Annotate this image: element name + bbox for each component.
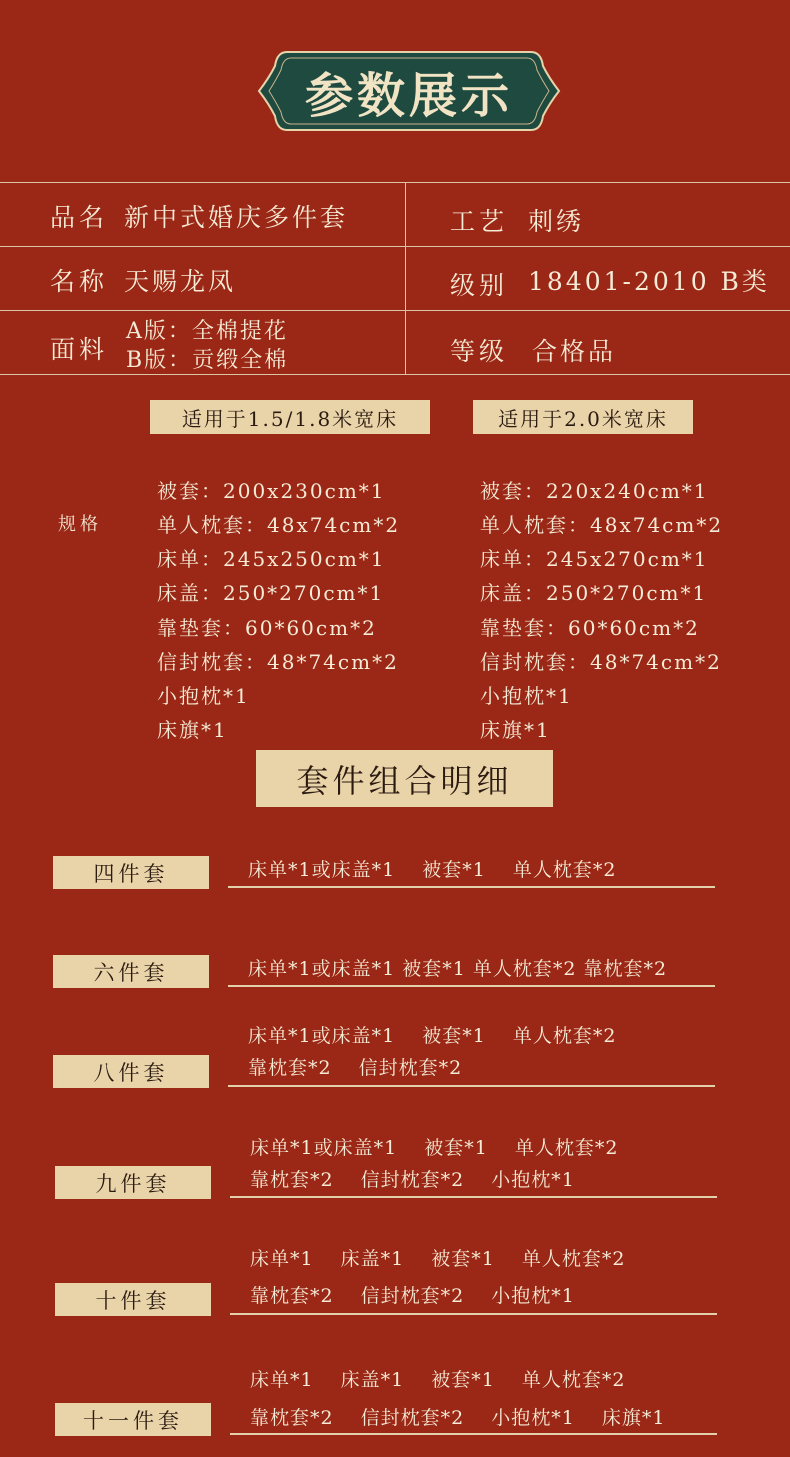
set-contents: 靠枕套*2 信封枕套*2 (248, 1057, 463, 1079)
spec-item-b: 被套：220x240cm*1 (480, 479, 709, 503)
spec-item-a: 单人枕套：48x74cm*2 (157, 513, 401, 537)
spec-item-b: 床旗*1 (480, 718, 551, 742)
table-divider (0, 246, 790, 247)
table-column-divider (405, 182, 406, 374)
spec-item-a: 信封枕套：48*74cm*2 (157, 650, 399, 674)
set-underline (230, 1433, 717, 1435)
level-label: 等级 (450, 337, 509, 366)
name-label: 名称 (50, 267, 109, 296)
spec-label: 规格 (58, 514, 102, 535)
fabric-b-value: B版：贡缎全棉 (126, 348, 289, 373)
set-contents: 床单*1或床盖*1 被套*1 单人枕套*2 靠枕套*2 (248, 958, 668, 980)
spec-item-a: 床旗*1 (157, 718, 228, 742)
set-tag: 九件套 (55, 1166, 211, 1199)
craft-label: 工艺 (450, 207, 509, 236)
set-contents: 靠枕套*2 信封枕套*2 小抱枕*1 (250, 1285, 575, 1307)
set-contents: 靠枕套*2 信封枕套*2 小抱枕*1 (250, 1169, 575, 1191)
set-contents: 靠枕套*2 信封枕套*2 小抱枕*1 床旗*1 (250, 1407, 666, 1429)
set-tag: 六件套 (53, 955, 209, 988)
name-value: 天赐龙凤 (124, 267, 237, 296)
set-contents: 床单*1 床盖*1 被套*1 单人枕套*2 (250, 1369, 626, 1391)
spec-item-a: 床单：245x250cm*1 (157, 547, 386, 571)
spec-item-a: 靠垫套：60*60cm*2 (157, 616, 377, 640)
header-badge (257, 48, 561, 134)
set-tag: 八件套 (53, 1055, 209, 1088)
set-tag: 十件套 (55, 1283, 211, 1316)
product-name-value: 新中式婚庆多件套 (124, 203, 349, 232)
fabric-a-value: A版：全棉提花 (126, 319, 288, 344)
set-tag: 十一件套 (55, 1403, 211, 1436)
set-contents: 床单*1或床盖*1 被套*1 单人枕套*2 (248, 859, 617, 881)
grade-label: 级别 (450, 271, 509, 300)
spec-item-b: 床盖：250*270cm*1 (480, 581, 708, 605)
set-underline (230, 1313, 717, 1315)
set-underline (228, 1085, 715, 1087)
set-underline (230, 1196, 717, 1198)
product-name-label: 品名 (50, 203, 109, 232)
set-underline (228, 886, 715, 888)
spec-item-b: 信封枕套：48*74cm*2 (480, 650, 722, 674)
grade-value: 18401-2010 B类 (528, 267, 770, 296)
set-contents: 床单*1或床盖*1 被套*1 单人枕套*2 (248, 1025, 617, 1047)
table-divider (0, 182, 790, 183)
spec-item-b: 小抱枕*1 (480, 684, 573, 708)
table-divider (0, 374, 790, 375)
page-title: 参数展示 (304, 67, 513, 124)
spec-item-a: 小抱枕*1 (157, 684, 250, 708)
size-tag-b: 适用于2.0米宽床 (473, 400, 693, 434)
spec-item-b: 单人枕套：48x74cm*2 (480, 513, 724, 537)
sets-section-title: 套件组合明细 (256, 750, 553, 807)
set-contents: 床单*1 床盖*1 被套*1 单人枕套*2 (250, 1248, 626, 1270)
size-tag-a: 适用于1.5/1.8米宽床 (150, 400, 430, 434)
level-value: 合格品 (532, 337, 617, 366)
spec-item-a: 被套：200x230cm*1 (157, 479, 386, 503)
fabric-label: 面料 (50, 335, 109, 364)
set-contents: 床单*1或床盖*1 被套*1 单人枕套*2 (250, 1137, 619, 1159)
table-divider (0, 310, 790, 311)
craft-value: 刺绣 (528, 207, 585, 236)
spec-item-b: 靠垫套：60*60cm*2 (480, 616, 700, 640)
set-underline (228, 985, 715, 987)
spec-item-b: 床单：245x270cm*1 (480, 547, 709, 571)
spec-item-a: 床盖：250*270cm*1 (157, 581, 385, 605)
set-tag: 四件套 (53, 856, 209, 889)
